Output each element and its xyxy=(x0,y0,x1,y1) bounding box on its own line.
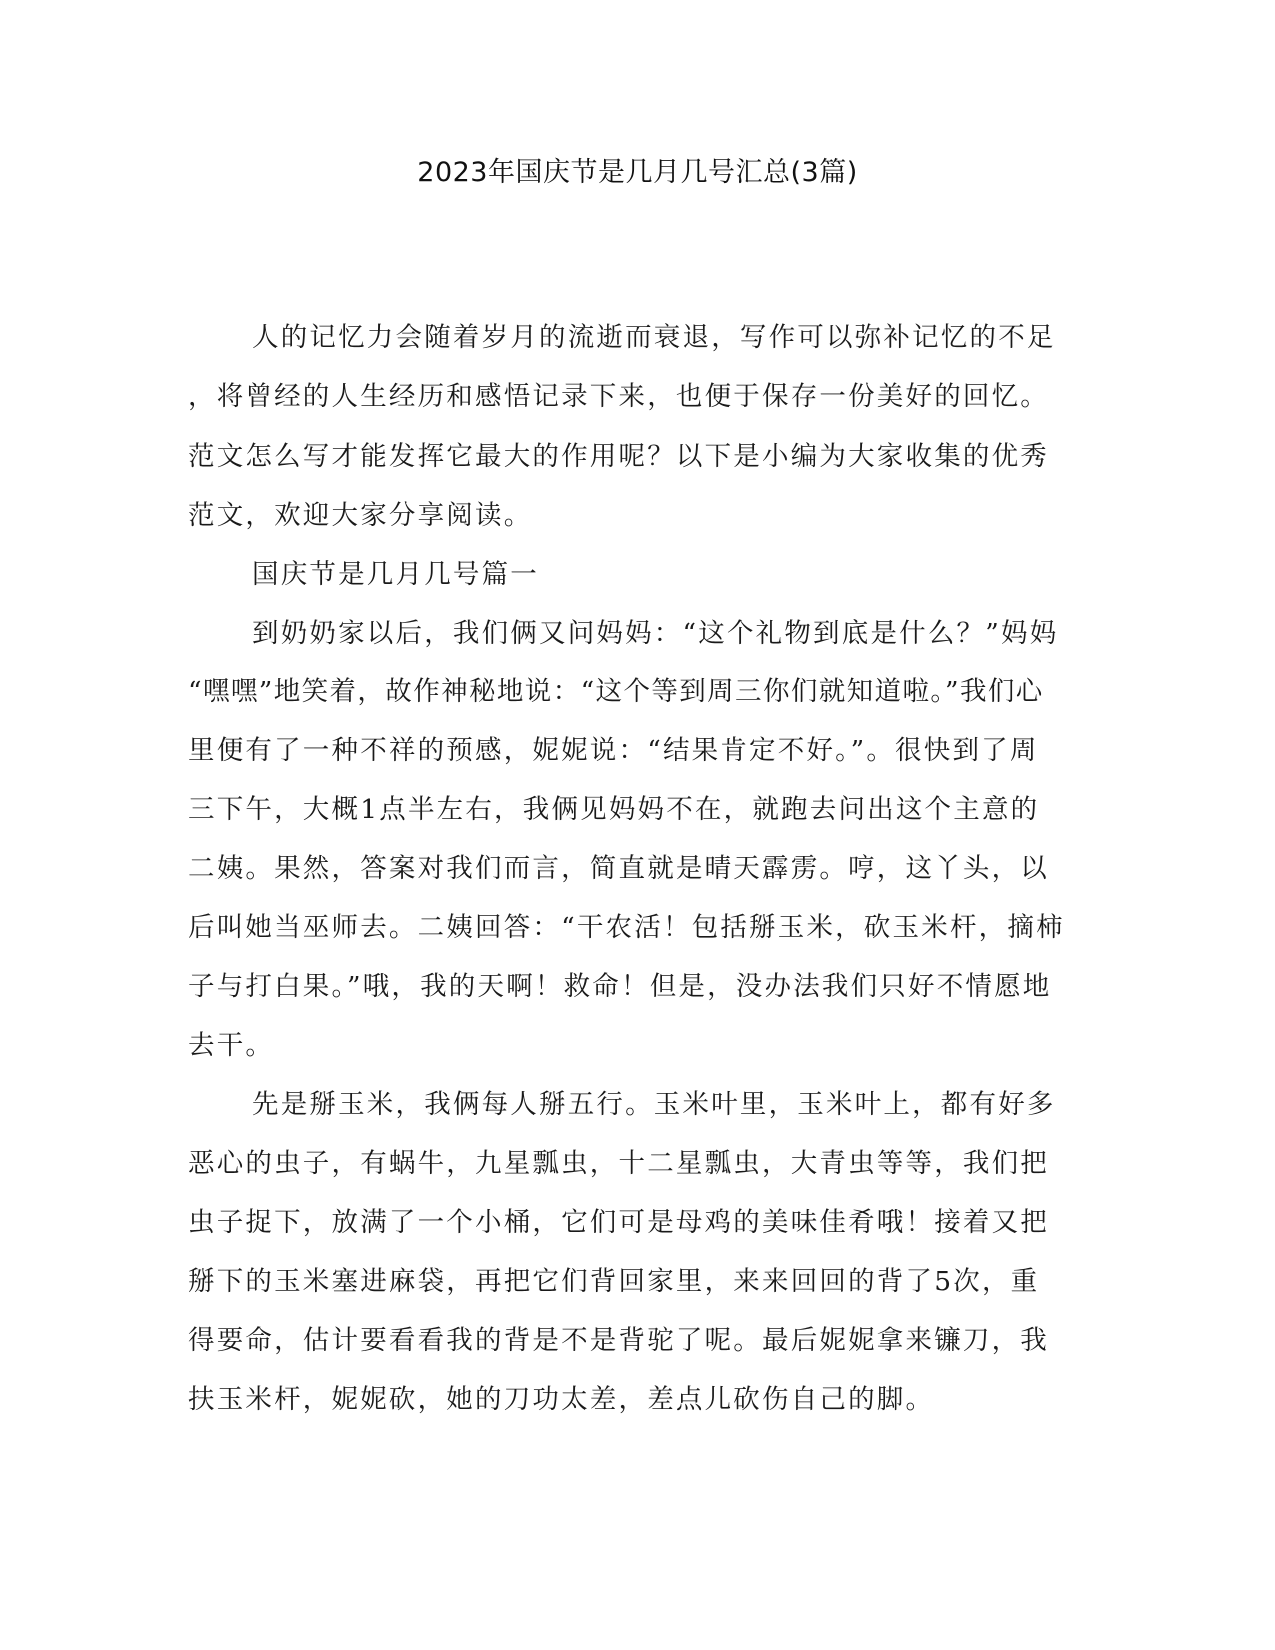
paragraph-line: 里便有了一种不祥的预感，妮妮说：“结果肯定不好。”。很快到了周 xyxy=(188,735,1039,766)
document-title: 2023年国庆节是几月几号汇总(3篇) xyxy=(417,157,858,188)
paragraph-line: 虫子捉下，放满了一个小桶，它们可是母鸡的美味佳肴哦！接着又把 xyxy=(188,1207,1049,1238)
paragraph-line: 掰下的玉米塞进麻袋，再把它们背回家里，来来回回的背了5次，重 xyxy=(188,1266,1040,1297)
paragraph-line: 范文，欢迎大家分享阅读。 xyxy=(188,500,533,531)
section-heading: 国庆节是几月几号篇一 xyxy=(252,559,539,590)
paragraph-line: 三下午，大概1点半左右，我俩见妈妈不在，就跑去问出这个主意的 xyxy=(188,794,1040,825)
paragraph-line: 去干。 xyxy=(188,1030,275,1061)
paragraph-line: 后叫她当巫师去。二姨回答：“干农活！包括掰玉米，砍玉米杆，摘柿 xyxy=(188,912,1065,943)
paragraph-line: 子与打白果。”哦，我的天啊！救命！但是，没办法我们只好不情愿地 xyxy=(188,971,1052,1002)
paragraph-line: ，将曾经的人生经历和感悟记录下来，也便于保存一份美好的回忆。 xyxy=(188,381,1049,412)
paragraph-line: 得要命，估计要看看我的背是不是背驼了呢。最后妮妮拿来镰刀，我 xyxy=(188,1325,1049,1356)
paragraph-line: 恶心的虫子，有蜗牛，九星瓢虫，十二星瓢虫，大青虫等等，我们把 xyxy=(188,1148,1049,1179)
paragraph-line: 人的记忆力会随着岁月的流逝而衰退，写作可以弥补记忆的不足 xyxy=(252,322,1056,353)
paragraph-line: 先是掰玉米，我俩每人掰五行。玉米叶里，玉米叶上，都有好多 xyxy=(252,1089,1056,1120)
paragraph-line: “嘿嘿”地笑着，故作神秘地说：“这个等到周三你们就知道啦。”我们心 xyxy=(188,676,1044,707)
paragraph-line: 到奶奶家以后，我们俩又问妈妈：“这个礼物到底是什么？”妈妈 xyxy=(252,618,1059,649)
paragraph-line: 扶玉米杆，妮妮砍，她的刀功太差，差点儿砍伤自己的脚。 xyxy=(188,1384,935,1415)
paragraph-line: 二姨。果然，答案对我们而言，简直就是晴天霹雳。哼，这丫头，以 xyxy=(188,853,1049,884)
paragraph-line: 范文怎么写才能发挥它最大的作用呢？以下是小编为大家收集的优秀 xyxy=(188,441,1049,472)
